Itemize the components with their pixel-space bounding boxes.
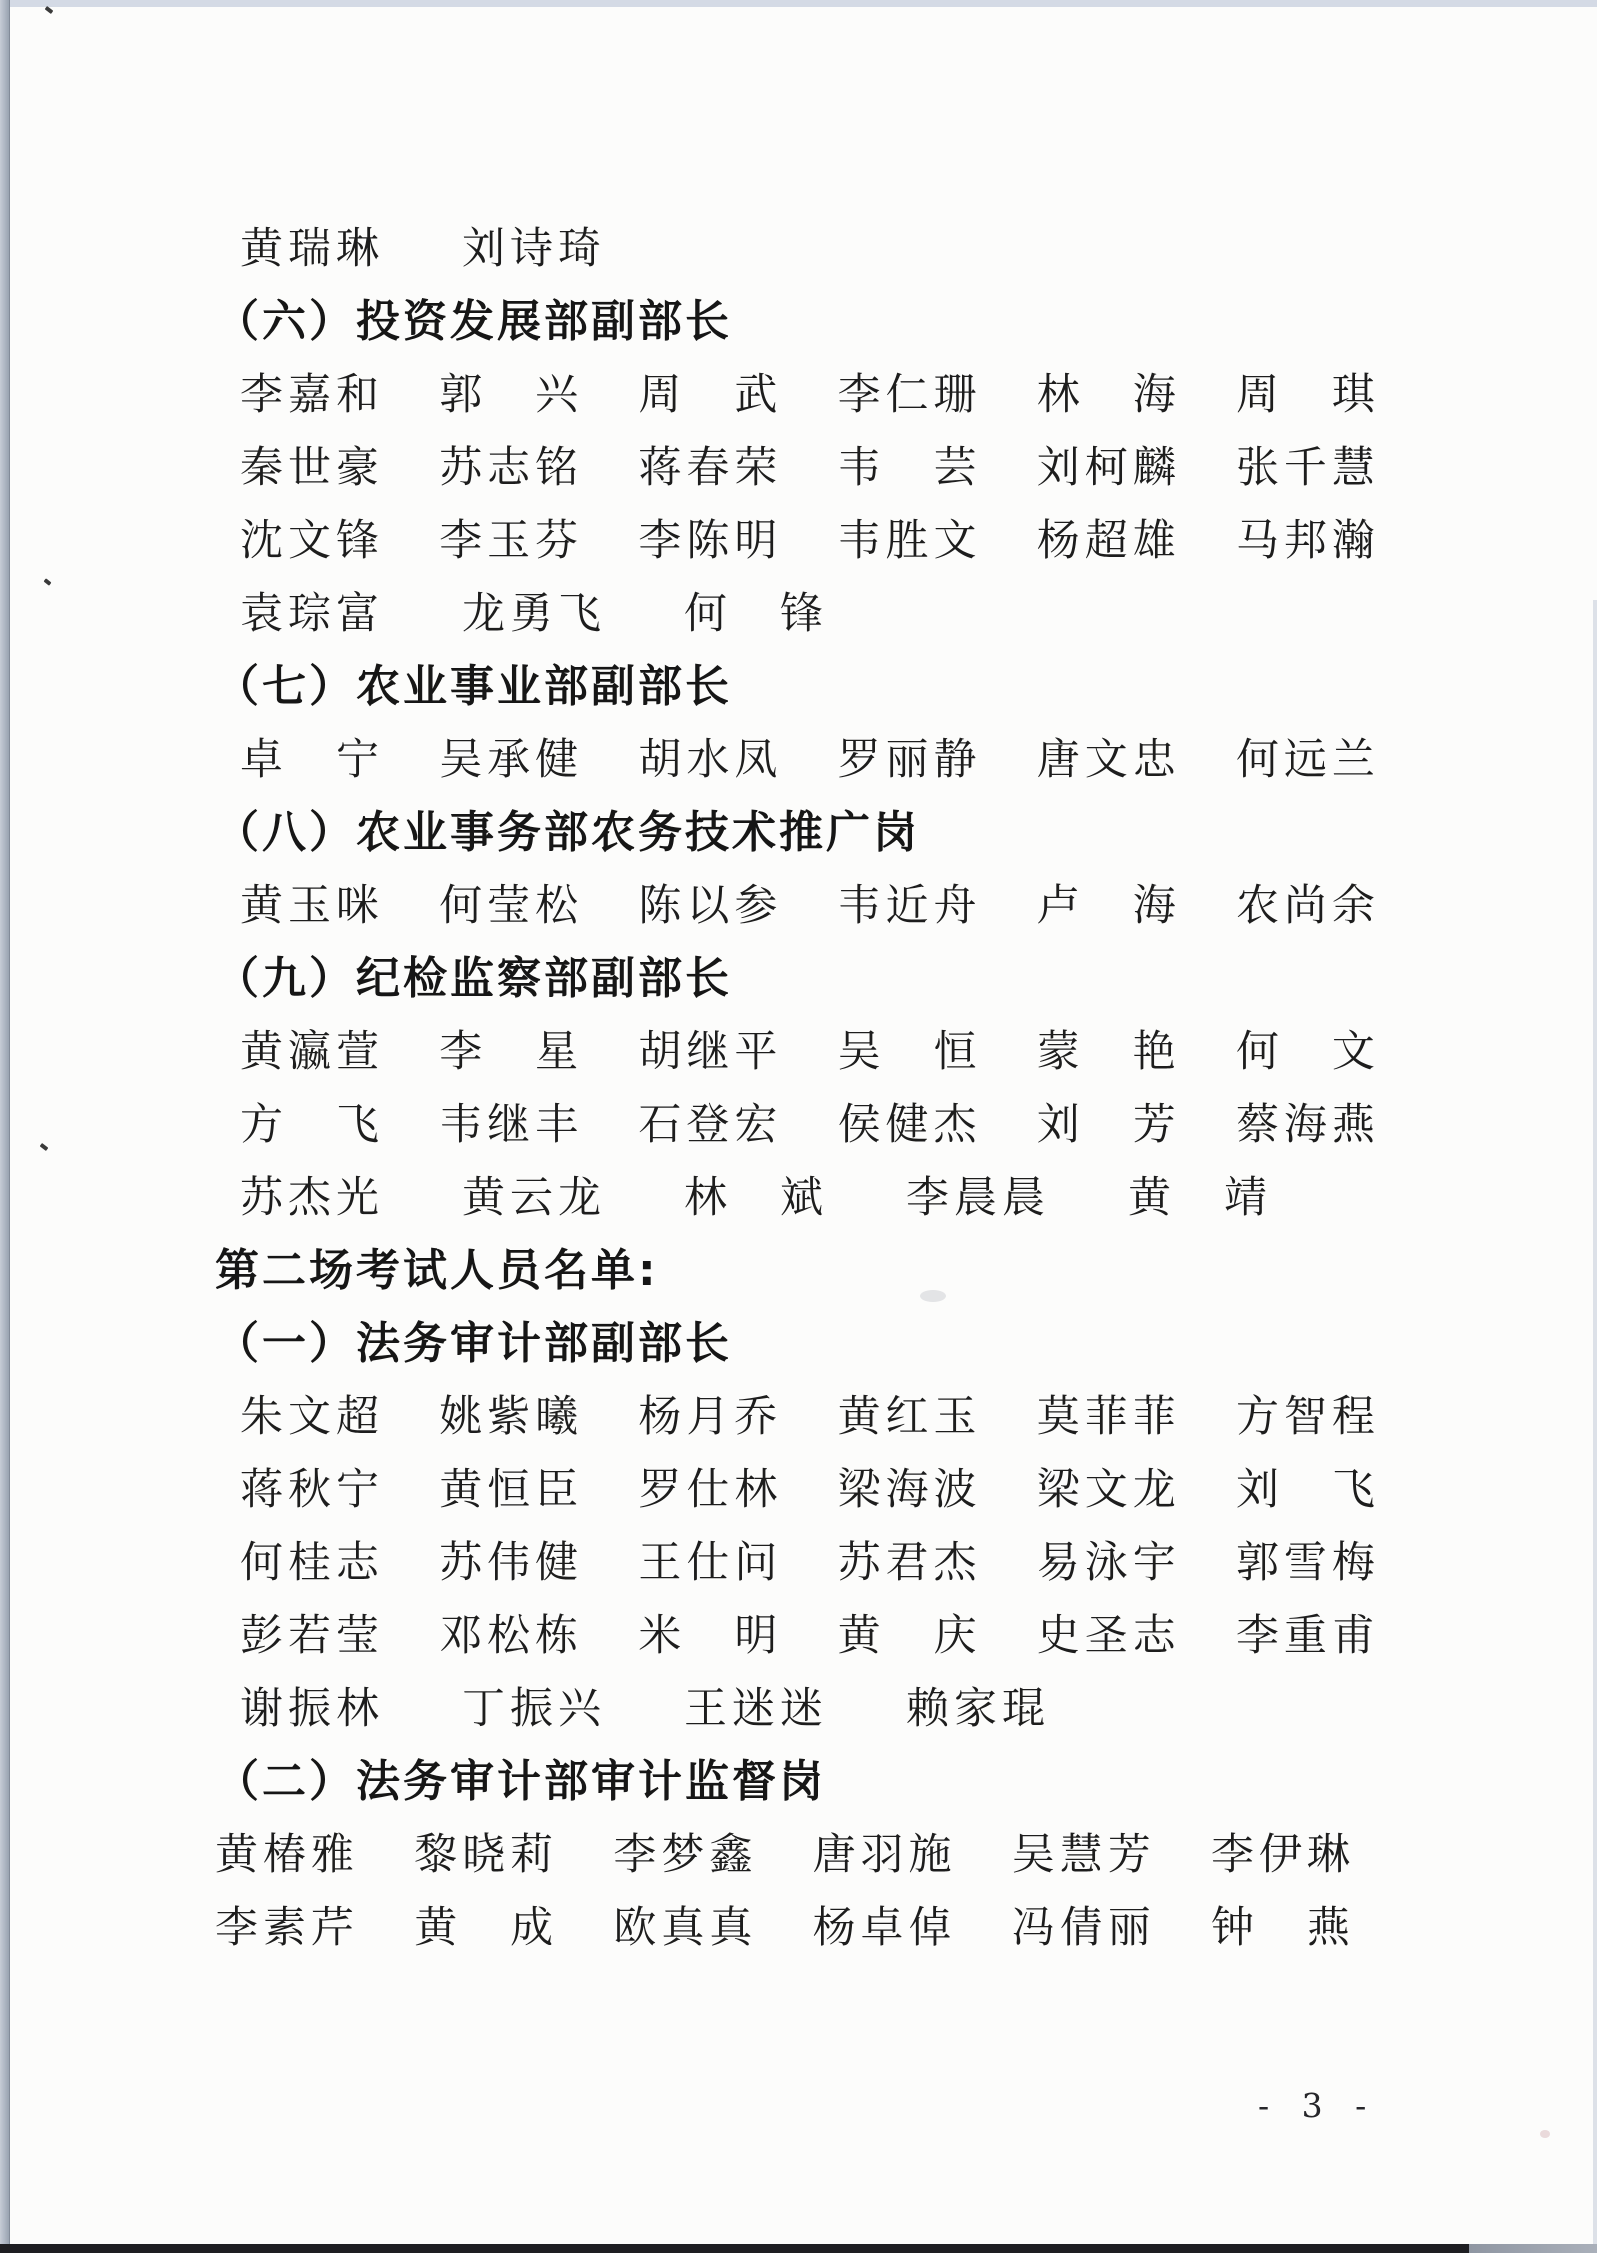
scan-speck [45,6,54,14]
person-name: 李晨晨 [906,1173,1050,1223]
person-name: 蒋春荣 [638,443,783,493]
person-name: 彭若莹 [240,1611,384,1661]
person-name: 米 明 [638,1611,783,1661]
name-row [215,1467,1380,1513]
name-row [215,1613,1380,1659]
name-row [215,1540,1380,1586]
name-row [215,226,1380,272]
person-name: 韦 芸 [837,443,982,493]
person-name: 刘诗琦 [462,224,606,274]
person-name: 唐羽施 [812,1830,957,1880]
person-name: 黄 庆 [837,1611,982,1661]
person-name: 杨卓倬 [812,1903,957,1953]
person-name: 何 文 [1235,1027,1380,1077]
person-name: 胡水凤 [638,735,783,785]
person-name: 李嘉和 [240,370,384,420]
person-name: 罗丽静 [837,735,982,785]
person-name: 卓 宁 [240,735,384,785]
person-name: 梁文龙 [1036,1465,1181,1515]
name-row [215,591,1380,637]
person-name: 刘柯麟 [1036,443,1181,493]
person-name: 王仕问 [638,1538,783,1588]
person-name: 林 海 [1036,370,1181,420]
name-row [215,372,1380,418]
person-name: 李玉芬 [439,516,584,566]
person-name: 秦世豪 [240,443,384,493]
person-name: 何 锋 [684,589,828,639]
person-name: 丁振兴 [462,1684,606,1734]
list-subtitle: 第二场考试人员名单: [215,1245,659,1296]
person-name: 方 飞 [240,1100,384,1150]
person-name: 方智程 [1235,1392,1380,1442]
person-name: 何远兰 [1235,735,1380,785]
person-name: 苏杰光 [240,1173,384,1223]
scan-smudge [1540,2130,1550,2138]
person-name: 张千慧 [1235,443,1380,493]
person-name: 李重甫 [1235,1611,1380,1661]
person-name: 周 武 [638,370,783,420]
person-name: 何桂志 [240,1538,384,1588]
section-heading: （七）农业事业部副部长 [215,661,732,712]
person-name: 吴慧芳 [1011,1830,1156,1880]
person-name: 胡继平 [638,1027,783,1077]
person-name: 黄瑞琳 [240,224,384,274]
section-heading: （九）纪检监察部副部长 [215,953,732,1004]
person-name: 卢 海 [1036,881,1181,931]
person-name: 韦近舟 [837,881,982,931]
person-name: 吴 恒 [837,1027,982,1077]
person-name: 何莹松 [439,881,584,931]
person-name: 黄 成 [414,1903,559,1953]
name-row [215,1029,1380,1075]
person-name: 龙勇飞 [462,589,606,639]
name-row [215,883,1380,929]
name-row [215,1832,1380,1878]
person-name: 易泳宇 [1036,1538,1181,1588]
person-name: 姚紫曦 [439,1392,584,1442]
scan-speck [40,1143,49,1151]
person-name: 郭雪梅 [1235,1538,1380,1588]
name-row [215,1175,1380,1221]
person-name: 吴承健 [439,735,584,785]
scan-speck [44,578,52,585]
person-name: 黎晓莉 [414,1830,559,1880]
person-name: 农尚余 [1235,881,1380,931]
section-heading: （一）法务审计部副部长 [215,1318,732,1369]
person-name: 石登宏 [638,1100,783,1150]
person-name: 邓松栋 [439,1611,584,1661]
person-name: 黄云龙 [462,1173,606,1223]
person-name: 韦胜文 [837,516,982,566]
person-name: 李 星 [439,1027,584,1077]
person-name: 莫菲菲 [1036,1392,1181,1442]
person-name: 冯倩丽 [1011,1903,1156,1953]
person-name: 李素芹 [215,1903,359,1953]
person-name: 欧真真 [613,1903,758,1953]
person-name: 谢振林 [240,1684,384,1734]
person-name: 黄红玉 [837,1392,982,1442]
person-name: 刘 飞 [1235,1465,1380,1515]
person-name: 蒙 艳 [1036,1027,1181,1077]
page-number: - 3 - [1258,2086,1369,2125]
person-name: 黄瀛萱 [240,1027,384,1077]
name-row [215,445,1380,491]
person-name: 唐文忠 [1036,735,1181,785]
document-content [215,226,1380,1978]
person-name: 苏君杰 [837,1538,982,1588]
person-name: 袁琮富 [240,589,384,639]
person-name: 钟 燕 [1210,1903,1355,1953]
person-name: 李伊琳 [1210,1830,1355,1880]
section-heading: （六）投资发展部副部长 [215,296,732,347]
scan-edge-top [10,0,1597,7]
person-name: 李陈明 [638,516,783,566]
person-name: 刘 芳 [1036,1100,1181,1150]
person-name: 黄玉咪 [240,881,384,931]
scan-edge-right [1593,600,1597,2253]
person-name: 赖家琨 [906,1684,1050,1734]
person-name: 黄恒臣 [439,1465,584,1515]
name-row [215,1686,1380,1732]
name-row [215,518,1380,564]
person-name: 梁海波 [837,1465,982,1515]
person-name: 罗仕林 [638,1465,783,1515]
person-name: 史圣志 [1036,1611,1181,1661]
person-name: 黄 靖 [1128,1173,1272,1223]
person-name: 马邦瀚 [1235,516,1380,566]
person-name: 苏志铭 [439,443,584,493]
person-name: 周 琪 [1235,370,1380,420]
person-name: 侯健杰 [837,1100,982,1150]
person-name: 苏伟健 [439,1538,584,1588]
person-name: 韦继丰 [439,1100,584,1150]
scan-edge-bottom [0,2244,1597,2253]
person-name: 沈文锋 [240,516,384,566]
person-name: 郭 兴 [439,370,584,420]
person-name: 李梦鑫 [613,1830,758,1880]
person-name: 蔡海燕 [1235,1100,1380,1150]
person-name: 杨月乔 [638,1392,783,1442]
person-name: 杨超雄 [1036,516,1181,566]
name-row [215,1102,1380,1148]
section-heading: （八）农业事务部农务技术推广岗 [215,807,920,858]
person-name: 陈以参 [638,881,783,931]
name-row [215,737,1380,783]
person-name: 朱文超 [240,1392,384,1442]
person-name: 李仁珊 [837,370,982,420]
section-heading: （二）法务审计部审计监督岗 [215,1756,826,1807]
person-name: 王迷迷 [684,1684,828,1734]
name-row [215,1394,1380,1440]
person-name: 黄椿雅 [215,1830,359,1880]
scan-edge-left [0,0,10,2253]
person-name: 林 斌 [684,1173,828,1223]
name-row [215,1905,1380,1951]
person-name: 蒋秋宁 [240,1465,384,1515]
